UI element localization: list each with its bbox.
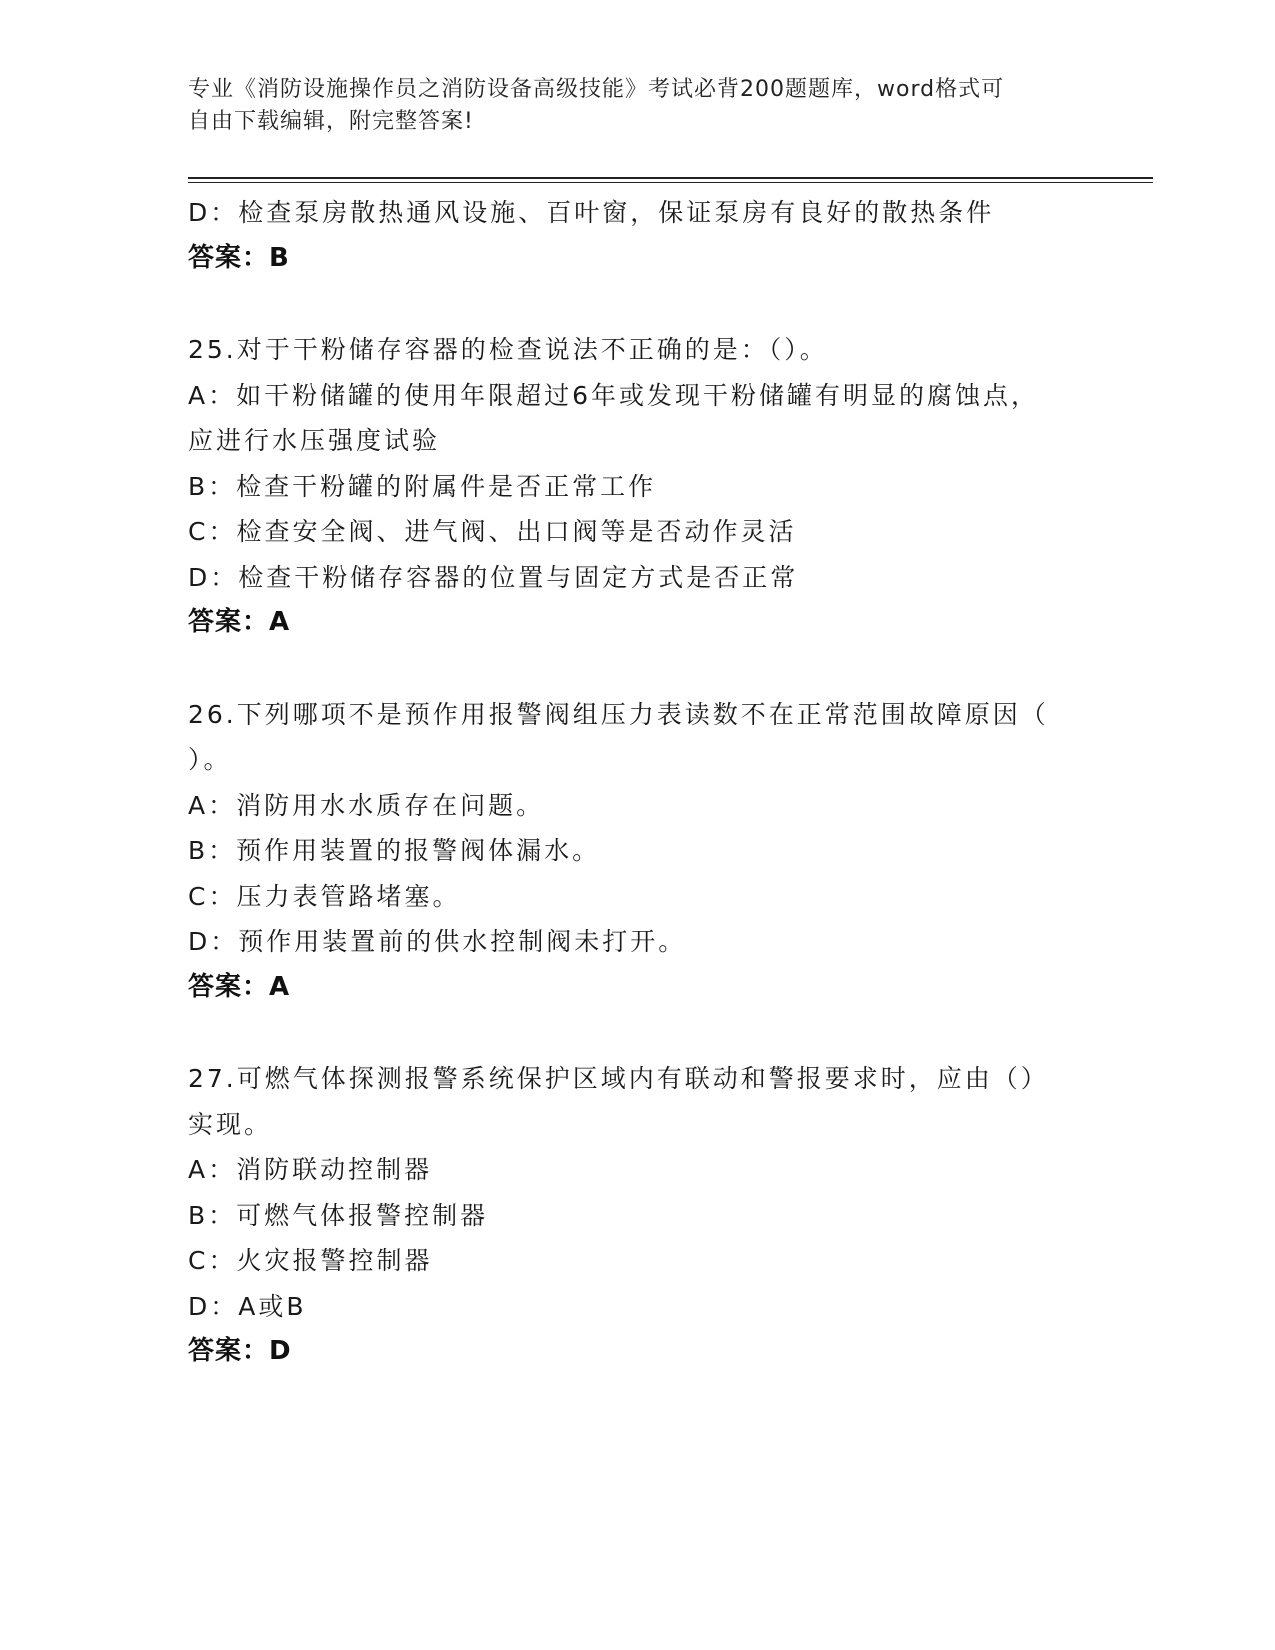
spacer [188, 281, 1088, 327]
answer-line: 答案：A [188, 607, 291, 637]
option-d: D：检查泵房散热通风设施、百叶窗，保证泵房有良好的散热条件 [188, 198, 995, 227]
question-27 [188, 1056, 1088, 1375]
header-line-1: 专业《消防设施操作员之消防设备高级技能》考试必背200题题库，word格式可 [188, 77, 1005, 102]
spacer [188, 1010, 1088, 1056]
header-divider-thick [188, 177, 1153, 179]
question-24-continued [188, 190, 1088, 281]
option-b: B：可燃气体报警控制器 [188, 1200, 489, 1230]
question-stem-continued: ）。 [188, 745, 232, 774]
option-d: D：检查干粉储存容器的位置与固定方式是否正常 [188, 562, 799, 592]
spacer [188, 646, 1088, 692]
header-line-2: 自由下载编辑，附完整答案! [188, 109, 474, 134]
question-26 [188, 692, 1088, 1011]
option-d: D：预作用装置前的供水控制阀未打开。 [188, 927, 687, 956]
header-divider-thin [188, 182, 1153, 183]
option-c: C：火灾报警控制器 [188, 1246, 433, 1275]
option-c: C：压力表管路堵塞。 [188, 881, 461, 911]
option-a: A：消防用水水质存在问题。 [188, 790, 545, 820]
document-header [188, 74, 1088, 138]
option-c: C：检查安全阀、进气阀、出口阀等是否动作灵活 [188, 517, 797, 546]
option-a: A：消防联动控制器 [188, 1155, 433, 1184]
answer-line: 答案：D [188, 1336, 292, 1366]
question-stem: 26.下列哪项不是预作用报警阀组压力表读数不在正常范围故障原因（ [188, 699, 1049, 729]
document-body [188, 190, 1088, 1375]
answer-line: 答案：A [188, 971, 291, 1002]
option-d: D：A或B [188, 1291, 307, 1321]
option-b: B：预作用装置的报警阀体漏水。 [188, 836, 601, 865]
option-a: A：如干粉储罐的使用年限超过6年或发现干粉储罐有明显的腐蚀点， [188, 380, 1040, 410]
question-stem: 25.对于干粉储存容器的检查说法不正确的是：（）。 [188, 335, 828, 364]
option-b: B：检查干粉罐的附属件是否正常工作 [188, 471, 657, 501]
question-25 [188, 327, 1088, 646]
answer-line: 答案：B [188, 242, 290, 273]
question-stem-continued: 实现。 [188, 1109, 273, 1139]
question-stem: 27.可燃气体探测报警系统保护区域内有联动和警报要求时，应由（） [188, 1064, 1049, 1093]
option-a-continued: 应进行水压强度试验 [188, 426, 441, 455]
